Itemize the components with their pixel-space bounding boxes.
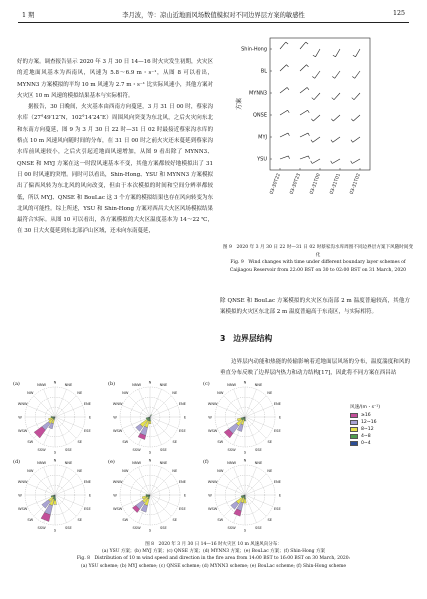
scheme-label: MYJ bbox=[258, 134, 267, 141]
wind-barb bbox=[313, 115, 320, 121]
wind-barb bbox=[280, 87, 287, 93]
compass-label: NE bbox=[77, 390, 83, 395]
compass-label: SSW bbox=[37, 447, 46, 452]
wind-barb bbox=[313, 137, 320, 142]
wind-rose bbox=[203, 380, 282, 455]
legend-swatch bbox=[350, 441, 358, 446]
wind-barb-flag bbox=[313, 55, 316, 57]
rose-spoke bbox=[245, 474, 266, 495]
wind-barb bbox=[355, 71, 360, 78]
compass-label: SSW bbox=[227, 447, 236, 452]
legend-item bbox=[350, 426, 410, 433]
rose-spoke bbox=[129, 396, 150, 417]
wind-barb bbox=[354, 93, 360, 100]
panel-label: (e) bbox=[108, 459, 115, 465]
compass-label: WNW bbox=[112, 402, 123, 407]
wind-barb-flag bbox=[333, 55, 336, 57]
panel-label: (f) bbox=[203, 459, 209, 465]
wind-barb bbox=[353, 115, 360, 121]
compass-label: NNE bbox=[64, 461, 73, 466]
compass-label: SSW bbox=[132, 525, 141, 530]
compass-label: NNE bbox=[159, 461, 168, 466]
compass-label: N bbox=[148, 380, 152, 385]
compass-label: ENE bbox=[83, 402, 91, 407]
panel-label: (c) bbox=[203, 381, 210, 387]
running-header bbox=[0, 8, 427, 22]
wind-barb bbox=[300, 133, 308, 137]
wind-barb bbox=[300, 42, 306, 49]
compass-label: SE bbox=[172, 518, 178, 523]
compass-label: SE bbox=[267, 440, 273, 445]
compass-label: S bbox=[243, 528, 247, 533]
compass-label: ESE bbox=[178, 506, 186, 511]
x-tick-label: 03-31T02 bbox=[349, 172, 362, 196]
rose-spoke bbox=[55, 417, 76, 438]
compass-label: SW bbox=[27, 440, 34, 445]
wind-barb bbox=[336, 49, 341, 57]
x-tick-label: 03-31T00 bbox=[309, 172, 322, 196]
compass-label: SE bbox=[172, 440, 178, 445]
legend-label: 12~16 bbox=[361, 420, 377, 425]
compass-label: N bbox=[53, 458, 57, 463]
wind-barb bbox=[280, 156, 288, 159]
compass-label: NNW bbox=[37, 461, 47, 466]
wind-barb-flag bbox=[351, 119, 353, 121]
wind-barb-flag bbox=[352, 77, 354, 79]
compass-label: NNW bbox=[132, 383, 142, 388]
compass-label: SW bbox=[217, 518, 224, 523]
running-title: 李月波，等：凉山近地面风场数值模拟对不同边界层方案的敏感性 bbox=[122, 12, 305, 19]
figure-9-plot bbox=[232, 28, 408, 242]
compass-label: NW bbox=[27, 468, 34, 473]
legend-item bbox=[350, 412, 410, 419]
compass-label: NNW bbox=[37, 383, 47, 388]
compass-label: NE bbox=[172, 468, 178, 473]
compass-label: S bbox=[53, 528, 57, 533]
wind-barb bbox=[316, 49, 321, 57]
compass-label: SW bbox=[122, 518, 129, 523]
scheme-label: QNSE bbox=[252, 112, 267, 119]
compass-label: SE bbox=[267, 518, 273, 523]
rose-spoke bbox=[224, 396, 245, 417]
section-heading: 3 边界层结构 bbox=[220, 334, 273, 343]
figure-9-caption-cn: 图 9 2020 年 3 月 30 日 22 时—31 日 02 时蔡家沟水库周围不同边界层方案下风随时间变化 bbox=[222, 245, 414, 258]
wind-barb bbox=[352, 159, 360, 164]
legend-swatch bbox=[350, 420, 358, 425]
compass-label: SSE bbox=[64, 525, 72, 530]
wind-barb bbox=[333, 115, 340, 121]
wind-barb-flag bbox=[332, 98, 334, 100]
paragraph: 边界层内动能和热能的传输影响着近地面层风场的分布，温度湍度和风的垂直分布反映了边界层内热力和动力结构[17]，因此将不同方案在西昌站 bbox=[220, 359, 410, 377]
wind-barb-flag bbox=[351, 161, 353, 164]
compass-label: WSW bbox=[17, 506, 28, 511]
figure-9-caption-en: Fig. 9 Wind changes with time under different boundary layer schemes of Caijiagou Reservoir from 22:00 BST on 30 to 02:00 BST on 31 March, 2020 bbox=[229, 260, 407, 273]
legend-swatch bbox=[350, 427, 358, 432]
rose-spoke bbox=[150, 474, 171, 495]
wind-barb bbox=[334, 93, 340, 100]
wind-barb-flag bbox=[288, 133, 289, 136]
wind-barb-flag bbox=[306, 42, 308, 44]
rose-petal-segment bbox=[54, 500, 57, 504]
wind-barb-flag bbox=[311, 119, 313, 121]
compass-label: NE bbox=[77, 468, 83, 473]
wind-barb bbox=[280, 65, 286, 71]
compass-label: NNE bbox=[254, 461, 263, 466]
compass-label: NNE bbox=[64, 383, 73, 388]
compass-label: W bbox=[18, 493, 22, 498]
legend-item bbox=[350, 433, 410, 440]
page-number: 125 bbox=[392, 10, 405, 17]
wind-barb-flag bbox=[353, 55, 356, 57]
compass-label: ESE bbox=[178, 428, 186, 433]
rose-petal-segment bbox=[150, 414, 151, 415]
compass-label: NW bbox=[27, 390, 34, 395]
figure-8-wind-roses bbox=[0, 377, 427, 537]
panel-label: (d) bbox=[13, 459, 21, 465]
compass-label: ESE bbox=[273, 428, 281, 433]
compass-label: WNW bbox=[207, 402, 218, 407]
figure-9 bbox=[232, 28, 408, 242]
wind-barb-flag bbox=[288, 156, 289, 159]
rose-petal-segment bbox=[244, 499, 247, 503]
wind-barb bbox=[280, 110, 288, 115]
compass-label: ENE bbox=[178, 402, 186, 407]
compass-label: SSE bbox=[64, 447, 72, 452]
rose-spoke bbox=[150, 396, 171, 417]
legend-title: 风速/(m・s⁻¹) bbox=[350, 405, 381, 410]
compass-label: W bbox=[113, 415, 117, 420]
rose-spoke bbox=[150, 417, 171, 438]
wind-barb-flag bbox=[331, 161, 333, 164]
compass-label: WSW bbox=[207, 428, 218, 433]
compass-label: NE bbox=[267, 390, 273, 395]
compass-label: ENE bbox=[83, 480, 91, 485]
wind-barb-flag bbox=[286, 42, 288, 44]
compass-label: NW bbox=[217, 468, 224, 473]
x-tick-label: 03-30T22 bbox=[269, 172, 282, 196]
compass-label: N bbox=[53, 380, 57, 385]
compass-label: WNW bbox=[17, 480, 28, 485]
compass-label: SSW bbox=[132, 447, 141, 452]
compass-label: WNW bbox=[112, 480, 123, 485]
compass-label: NNW bbox=[227, 383, 237, 388]
compass-label: WSW bbox=[112, 428, 123, 433]
wind-barb-flag bbox=[312, 77, 314, 79]
compass-label: NNW bbox=[132, 461, 142, 466]
paragraph: 除 QNSE 和 BouLac 方案模拟的火灾区东南部 2 m 温度普遍较高，其他方案模拟的火灾区东北部 2 m 温度普遍高于东南区，与实际相符。 bbox=[220, 298, 410, 316]
right-column-text bbox=[220, 296, 410, 319]
compass-label: SSW bbox=[227, 525, 236, 530]
wind-barb-flag bbox=[306, 65, 308, 67]
paragraph: 据报告，30 日晚间，火灾基本由西南方向蔓延，3 月 31 日 00 时，蔡家沟水库（27°49′12″N，102°14′24″E）周围风向突变为东北风，之后火灾向东北和东南方向蔓延，图 9 为 3 月 30 日 22 时—31 日 02 时最接近蔡家沟水库的格点 10 m 风速风向随时间的分布，在 31 日 00 时之前火灾还未蔓延到蔡家沟水库前风速较小，之后火引起近地面风速增加，从图 9 看出除了 MYNN3、QNSE 和 MYJ 方案在这一时段风速基本不变，其他方案都较好地模拟出了 31 日 00 时风速的突增。同时可以看出，Shin-Hong、YSU 和 MYNN3 方案模拟出了偏西风转为东北风的风向改变，但由于本次模拟的时间和空间分辨率都较低，所以 MYJ、QNSE 和 BouLac 这 3 个方案的模拟结果也存在风向转变为东北风的可能性。综上所述，YSU 和 Shin-Hong 方案对西昌大火区风场模拟结果最符合实际。从图 10 可以看出，各方案模拟的大火区温度基本为 14～22 ℃，在 30 日大火蔓延到东北部泸山区域，还未向东南蔓延， bbox=[17, 104, 213, 235]
rose-petal-segment bbox=[149, 421, 151, 424]
compass-label: NNE bbox=[159, 383, 168, 388]
compass-label: NNE bbox=[254, 383, 263, 388]
rose-spoke bbox=[245, 417, 266, 438]
legend-label: 0~4 bbox=[361, 441, 371, 446]
wind-barb bbox=[335, 71, 340, 78]
compass-label: ESE bbox=[83, 506, 91, 511]
rose-spoke bbox=[55, 396, 76, 417]
legend-swatch bbox=[350, 413, 358, 418]
wind-barb-flag bbox=[287, 87, 289, 89]
compass-label: E bbox=[183, 415, 187, 420]
rose-spoke bbox=[224, 474, 245, 495]
rose-spoke bbox=[129, 474, 150, 495]
compass-label: NW bbox=[122, 390, 129, 395]
wind-barb-flag bbox=[332, 77, 334, 79]
wind-barb bbox=[280, 133, 288, 137]
wind-barb-flag bbox=[331, 119, 333, 121]
compass-label: W bbox=[208, 493, 212, 498]
wind-barb bbox=[314, 93, 320, 100]
plot-frame bbox=[270, 38, 370, 170]
wind-barb-flag bbox=[307, 87, 309, 89]
compass-label: W bbox=[208, 415, 212, 420]
rose-spoke bbox=[55, 474, 76, 495]
scheme-label: BL bbox=[260, 68, 267, 75]
x-tick-label: 03-31T01 bbox=[329, 172, 342, 196]
compass-label: WNW bbox=[207, 480, 218, 485]
compass-label: W bbox=[113, 493, 117, 498]
wind-barb bbox=[315, 71, 320, 78]
figure-9-caption bbox=[222, 244, 414, 274]
legend-swatch bbox=[350, 434, 358, 439]
panel-label: (b) bbox=[108, 381, 116, 387]
compass-label: SW bbox=[27, 518, 34, 523]
compass-label: ENE bbox=[178, 480, 186, 485]
figure-8-caption-en-2: (a) YSU scheme; (b) MYJ scheme; (c) QNSE scheme; (d) MYNN3 scheme; (e) BouLac scheme; (f) Shin-Hong scheme bbox=[80, 563, 347, 569]
wind-barb-flag bbox=[308, 156, 309, 159]
compass-label: NE bbox=[172, 390, 178, 395]
compass-label: SW bbox=[122, 440, 129, 445]
compass-label: SSE bbox=[159, 447, 167, 452]
rose-spoke bbox=[55, 495, 76, 516]
compass-label: NNW bbox=[227, 461, 237, 466]
compass-label: SW bbox=[217, 440, 224, 445]
left-column-text bbox=[17, 57, 213, 238]
compass-label: ENE bbox=[273, 480, 281, 485]
compass-label: SSW bbox=[37, 525, 46, 530]
compass-label: WSW bbox=[17, 428, 28, 433]
wind-barb-flag bbox=[308, 110, 310, 113]
legend-label: ≥16 bbox=[361, 413, 371, 418]
compass-label: SSE bbox=[254, 525, 262, 530]
compass-label: NE bbox=[267, 468, 273, 473]
compass-label: WNW bbox=[17, 402, 28, 407]
legend-item bbox=[350, 440, 410, 447]
compass-label: SE bbox=[77, 440, 83, 445]
wind-barb-flag bbox=[311, 140, 313, 142]
compass-label: W bbox=[18, 415, 22, 420]
wind-barb bbox=[300, 87, 307, 93]
compass-label: S bbox=[148, 450, 152, 455]
rose-spoke bbox=[245, 495, 266, 516]
paragraph: 好的方案。调查报告显示 2020 年 3 月 30 日 14—16 时火灾发生初期，火灾区的近地面风基本为西南风，风速为 5.8～6.9 m・s⁻¹，从图 8 可以看出，MYNN3 方案模拟的平均 10 m 风速为 2.7 m・s⁻¹ 比实际风速小，其他方案对火灾区 10 m 风速的模拟结果基本与实际相符。 bbox=[17, 59, 213, 99]
wind-barb-flag bbox=[311, 161, 313, 164]
header-rule bbox=[18, 22, 409, 23]
wind-barb bbox=[300, 156, 308, 159]
compass-label: WSW bbox=[207, 506, 218, 511]
compass-label: N bbox=[243, 458, 247, 463]
wind-barb bbox=[300, 65, 306, 71]
compass-label: E bbox=[88, 493, 92, 498]
wind-barb bbox=[300, 110, 308, 115]
compass-label: SSE bbox=[254, 447, 262, 452]
scheme-label: Shin-Hong bbox=[241, 46, 267, 53]
wind-barb-flag bbox=[286, 65, 288, 67]
legend-label: 8~12 bbox=[361, 427, 374, 432]
compass-label: WSW bbox=[112, 506, 123, 511]
x-tick-label: 03-30T23 bbox=[289, 172, 302, 196]
compass-label: E bbox=[183, 493, 187, 498]
rose-spoke bbox=[150, 495, 171, 516]
figure-8-legend bbox=[350, 404, 410, 447]
issue-number: 1 期 bbox=[22, 12, 35, 19]
compass-label: NW bbox=[122, 468, 129, 473]
compass-label: NW bbox=[217, 390, 224, 395]
wind-barb-flag bbox=[312, 98, 314, 100]
wind-barb bbox=[332, 159, 340, 164]
scheme-label: YSU bbox=[257, 156, 267, 163]
compass-label: SE bbox=[77, 518, 83, 523]
wind-rose bbox=[203, 458, 282, 533]
compass-label: N bbox=[148, 458, 152, 463]
rose-spoke bbox=[34, 474, 55, 495]
compass-label: E bbox=[278, 415, 282, 420]
panel-label: (a) bbox=[13, 381, 20, 387]
wind-barb bbox=[356, 49, 361, 57]
wind-rose bbox=[108, 380, 187, 455]
compass-label: S bbox=[53, 450, 57, 455]
compass-label: S bbox=[243, 450, 247, 455]
legend-label: 4~8 bbox=[361, 434, 371, 439]
y-axis-title: 方案 bbox=[236, 97, 243, 111]
figure-8-caption-cn-2: (a) YSU 方案；(b) MYJ 方案；(c) QNSE 方案；(d) MYNN3 方案；(e) BouLac 方案；(f) Shin-Hong 方案 bbox=[102, 549, 325, 555]
compass-label: N bbox=[243, 380, 247, 385]
wind-barb bbox=[333, 137, 340, 142]
compass-label: ENE bbox=[273, 402, 281, 407]
compass-label: ESE bbox=[273, 506, 281, 511]
compass-label: SSE bbox=[159, 525, 167, 530]
wind-rose bbox=[13, 380, 92, 455]
compass-label: S bbox=[148, 528, 152, 533]
wind-barb bbox=[312, 159, 320, 164]
wind-barb-flag bbox=[351, 140, 353, 142]
scheme-label: MYNN3 bbox=[248, 90, 267, 97]
wind-barb-flag bbox=[352, 98, 354, 100]
figure-8-caption-en: Fig. 8 Distribution of 10 m wind speed and direction in the fire area from 14:00 BST to 16:00 BST on 30 March, 2020: bbox=[76, 556, 351, 562]
wind-rose bbox=[108, 458, 187, 533]
wind-rose bbox=[13, 458, 92, 533]
wind-barb-flag bbox=[331, 140, 333, 142]
wind-barb-flag bbox=[308, 133, 309, 136]
rose-spoke bbox=[245, 396, 266, 417]
compass-label: E bbox=[88, 415, 92, 420]
wind-barb bbox=[353, 137, 360, 142]
wind-barb bbox=[280, 42, 286, 49]
compass-label: E bbox=[278, 493, 282, 498]
figure-8-caption bbox=[20, 541, 407, 570]
figure-8-caption-cn: 图 8 2020 年 3 月 30 日 14—16 时火灾区 10 m 风速风向分布： bbox=[145, 542, 282, 547]
wind-barb-flag bbox=[288, 110, 290, 113]
compass-label: ESE bbox=[83, 428, 91, 433]
legend-item bbox=[350, 419, 410, 426]
rose-spoke bbox=[34, 396, 55, 417]
